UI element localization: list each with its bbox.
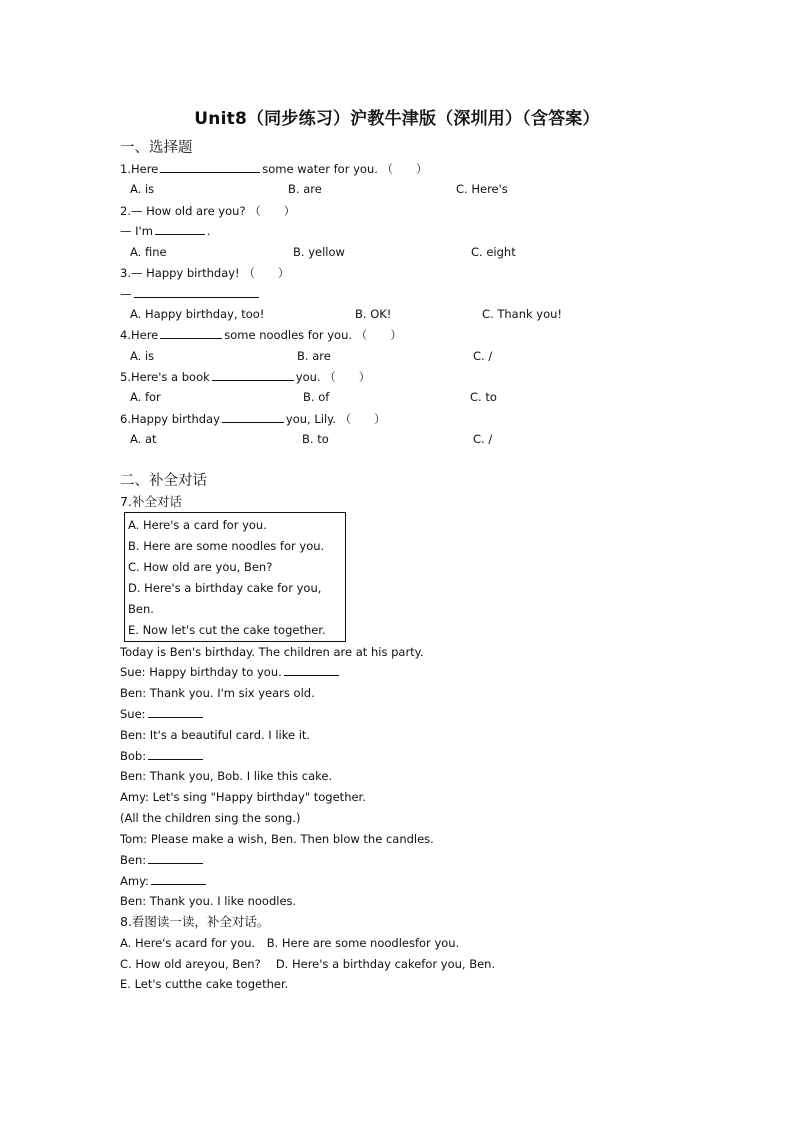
answer-parentheses[interactable]: （ ） <box>355 328 402 342</box>
dialogue-line <box>120 873 208 889</box>
dialogue-line <box>120 748 205 764</box>
box-option-e: E. Now let's cut the cake together. <box>128 623 326 637</box>
question-6-option-c: C. / <box>473 432 493 446</box>
question-5-option-c: C. to <box>470 390 497 404</box>
question-6-tail: you, Lily. <box>285 412 336 426</box>
question-3-option-a: A. Happy birthday, too! <box>130 307 265 321</box>
question-6-stem: 6.Happy birthday <box>120 412 220 426</box>
dialogue-line <box>120 664 341 680</box>
answer-parentheses[interactable]: （ ） <box>243 266 290 280</box>
answer-parentheses[interactable]: （ ） <box>324 370 371 384</box>
answer-blank[interactable] <box>155 223 205 235</box>
dialogue-stage-direction: (All the children sing the song.) <box>120 811 301 825</box>
question-8-options-line-3: E. Let's cutthe cake together. <box>120 977 289 991</box>
answer-parentheses[interactable]: （ ） <box>381 162 428 176</box>
question-1-option-c: C. Here's <box>456 182 508 196</box>
answer-blank[interactable] <box>148 852 203 864</box>
question-3 <box>120 265 289 281</box>
question-7-label: 7.补全对话 <box>120 494 182 509</box>
question-1-option-b: B. are <box>288 182 322 196</box>
question-2-option-a: A. fine <box>130 245 167 259</box>
question-1-tail: some water for you. <box>262 162 378 176</box>
dialogue-line: Ben: It's a beautiful card. I like it. <box>120 728 311 742</box>
question-4-tail: some noodles for you. <box>224 328 353 342</box>
dialogue-line: Tom: Please make a wish, Ben. Then blow the candles. <box>120 832 434 846</box>
box-option-a: A. Here's a card for you. <box>128 518 267 532</box>
question-1-option-a: A. is <box>130 182 155 196</box>
question-2-option-b: B. yellow <box>293 245 345 259</box>
question-6 <box>120 411 386 427</box>
dialogue-text: Sue: Happy birthday to you. <box>120 665 282 679</box>
question-6-option-b: B. to <box>302 432 329 446</box>
question-3-response-stem: — <box>120 287 132 301</box>
dialogue-line: Ben: Thank you. I'm six years old. <box>120 686 315 700</box>
question-6-option-a: A. at <box>130 432 157 446</box>
page-title: Unit8（同步练习）沪教牛津版（深圳用）（含答案） <box>194 109 600 129</box>
question-4 <box>120 327 402 343</box>
dialogue-speaker: Bob: <box>120 749 147 763</box>
question-8-options-line-2: C. How old areyou, Ben? D. Here's a birthday cakefor you, Ben. <box>120 957 496 971</box>
answer-parentheses[interactable]: （ ） <box>249 204 296 218</box>
question-4-option-c: C. / <box>473 349 493 363</box>
question-5-tail: you. <box>295 370 321 384</box>
question-2-option-c: C. eight <box>471 245 516 259</box>
answer-blank[interactable] <box>148 748 203 760</box>
answer-blank[interactable] <box>151 873 206 885</box>
answer-blank[interactable] <box>134 286 259 298</box>
answer-blank[interactable] <box>160 327 222 339</box>
question-4-stem: 4.Here <box>120 328 159 342</box>
question-1-stem: 1.Here <box>120 162 159 176</box>
answer-blank[interactable] <box>284 664 339 676</box>
question-2-response <box>120 223 211 239</box>
dialogue-line: Ben: Thank you, Bob. I like this cake. <box>120 769 333 783</box>
box-option-c: C. How old are you, Ben? <box>128 560 273 574</box>
question-2-stem: 2.— How old are you? <box>120 204 246 218</box>
dialogue-line: Amy: Let's sing "Happy birthday" together. <box>120 790 366 804</box>
question-8-options-line-1: A. Here's acard for you. B. Here are some noodlesfor you. <box>120 936 460 950</box>
answer-parentheses[interactable]: （ ） <box>339 412 386 426</box>
answer-blank[interactable] <box>222 411 284 423</box>
dialogue-line <box>120 706 205 722</box>
dialogue-speaker: Sue: <box>120 707 146 721</box>
question-3-option-c: C. Thank you! <box>482 307 563 321</box>
answer-blank[interactable] <box>148 706 203 718</box>
box-option-b: B. Here are some noodles for you. <box>128 539 325 553</box>
box-option-d-continued: Ben. <box>128 602 154 616</box>
question-3-stem: 3.— Happy birthday! <box>120 266 240 280</box>
question-2 <box>120 203 295 219</box>
section-heading-choice: 一、选择题 <box>120 140 193 156</box>
dialogue-line: Ben: Thank you. I like noodles. <box>120 894 297 908</box>
question-5-option-b: B. of <box>303 390 330 404</box>
question-8-label: 8.看图读一读，补全对话。 <box>120 914 270 929</box>
section-heading-dialogue: 二、补全对话 <box>120 473 207 489</box>
question-5-option-a: A. for <box>130 390 161 404</box>
question-3-option-b: B. OK! <box>355 307 392 321</box>
question-2-response-stem: — I'm <box>120 224 153 238</box>
answer-blank[interactable] <box>212 369 294 381</box>
question-5-stem: 5.Here's a book <box>120 370 210 384</box>
question-2-response-end: . <box>206 224 211 238</box>
dialogue-speaker: Ben: <box>120 853 147 867</box>
question-1 <box>120 161 428 177</box>
question-5 <box>120 369 370 385</box>
question-4-option-b: B. are <box>297 349 331 363</box>
question-4-option-a: A. is <box>130 349 155 363</box>
question-3-response <box>120 286 261 302</box>
dialogue-intro: Today is Ben's birthday. The children are at his party. <box>120 645 424 659</box>
box-option-d: D. Here's a birthday cake for you, <box>128 581 322 595</box>
option-box <box>124 512 346 642</box>
dialogue-speaker: Amy: <box>120 874 149 888</box>
dialogue-line <box>120 852 205 868</box>
answer-blank[interactable] <box>160 161 260 173</box>
